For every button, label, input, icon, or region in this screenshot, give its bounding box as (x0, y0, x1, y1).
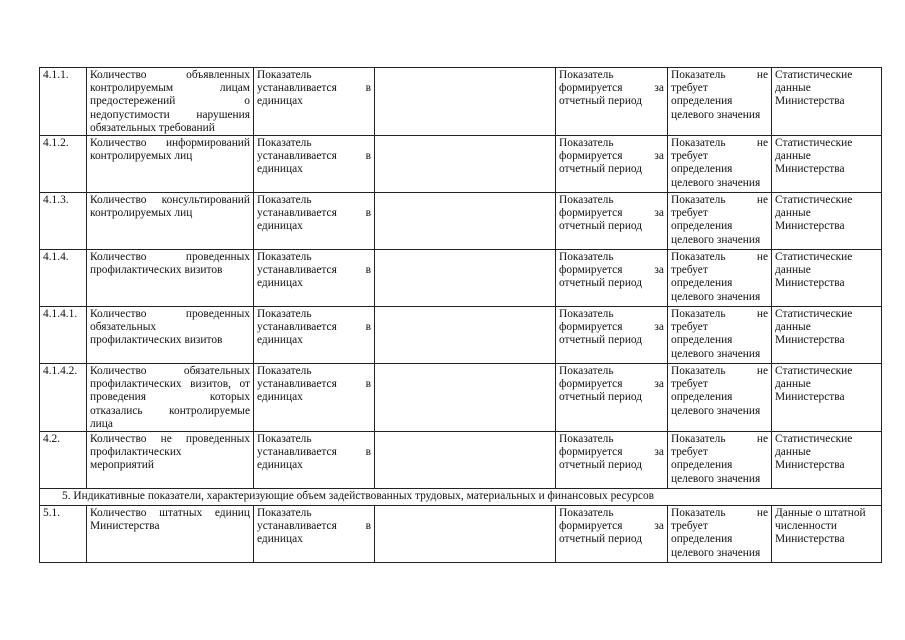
row-number: 5.1. (40, 506, 87, 563)
indicator-period-line: формируется за (559, 520, 664, 533)
indicator-target-line: определения (671, 277, 733, 290)
indicator-name-line: контролируемых лиц (90, 207, 193, 220)
indicator-target-line: целевого значения (671, 233, 761, 246)
indicator-setting-line: устанавливается в (257, 321, 371, 334)
indicator-name (87, 68, 254, 136)
indicator-name-line: Количество объявленных (90, 69, 250, 81)
indicator-name-line: обязательных (90, 321, 157, 334)
row-number: 4.1.4. (40, 250, 87, 307)
indicator-name (87, 193, 254, 250)
indicator-period (556, 506, 668, 563)
indicator-source-line: Министерства (775, 334, 845, 347)
indicator-period-line: отчетный период (559, 334, 643, 347)
indicator-target-line: целевого значения (671, 472, 761, 485)
indicator-name (87, 136, 254, 193)
indicator-setting-line: устанавливается в (257, 207, 371, 220)
indicator-extra (375, 432, 556, 489)
indicator-target-line: требует (671, 520, 708, 533)
indicator-extra (375, 193, 556, 250)
row-number: 4.1.4.1. (40, 307, 87, 364)
indicator-period-line: отчетный период (559, 95, 643, 108)
indicator-name-line: Количество штатных единиц (90, 507, 250, 520)
indicator-target-line: целевого значения (671, 290, 761, 303)
indicator-source-line: Статистические (775, 308, 853, 321)
indicator-source-line: данные (775, 264, 811, 277)
indicator-period-line: отчетный период (559, 277, 643, 290)
indicator-name-line: Количество консультирований (90, 194, 250, 207)
indicator-source-line: Министерства (775, 95, 845, 108)
indicator-setting (254, 193, 375, 250)
indicator-setting-line: устанавливается в (257, 264, 371, 277)
indicator-target (668, 136, 772, 193)
indicator-target-line: Показатель не (671, 137, 768, 150)
indicator-name-line: профилактических визитов (90, 264, 223, 277)
indicator-source-line: данные (775, 321, 811, 334)
indicator-name-line: Количество обязательных (90, 365, 250, 378)
indicator-target-line: Показатель не (671, 69, 768, 81)
indicator-target (668, 250, 772, 307)
indicator-target-line: Показатель не (671, 308, 768, 321)
indicator-name-line: проведения которых (90, 391, 250, 404)
indicator-setting-line: единицах (257, 391, 303, 404)
table-row (40, 364, 882, 432)
table-row (40, 193, 882, 250)
indicator-setting-line: единицах (257, 163, 303, 176)
indicator-source-line: Министерства (775, 163, 845, 176)
indicator-setting (254, 364, 375, 432)
section-title: 5. Индикативные показатели, характеризующие объем задействованных трудовых, материальных и финансовых ресурсов (40, 489, 882, 506)
indicator-name-line: обязательных требований (90, 121, 215, 134)
indicator-name-line: Количество проведенных (90, 308, 250, 321)
indicator-extra (375, 136, 556, 193)
indicator-target-line: определения (671, 459, 733, 472)
indicator-name-line: Количество проведенных (90, 251, 250, 264)
indicator-period (556, 364, 668, 432)
indicator-setting (254, 68, 375, 136)
indicator-setting-line: Показатель (257, 69, 312, 81)
indicator-source-line: Данные о штатной (775, 507, 866, 520)
document-table-container (39, 67, 882, 563)
indicator-setting-line: единицах (257, 334, 303, 347)
indicator-source (772, 193, 882, 250)
indicator-period (556, 136, 668, 193)
table-row (40, 307, 882, 364)
indicator-target-line: целевого значения (671, 108, 761, 121)
indicator-source-line: численности (775, 520, 837, 533)
indicator-name-line: Количество информирований (90, 137, 250, 150)
indicator-target-line: определения (671, 95, 733, 108)
indicator-target-line: Показатель не (671, 251, 768, 264)
indicator-name-line: контролируемым лицам (90, 82, 250, 95)
indicator-period (556, 432, 668, 489)
indicator-period (556, 193, 668, 250)
indicator-period-line: формируется за (559, 82, 664, 95)
indicator-period-line: отчетный период (559, 391, 643, 404)
indicator-target-line: Показатель не (671, 194, 768, 207)
indicator-target (668, 432, 772, 489)
indicator-target (668, 506, 772, 563)
indicator-setting-line: Показатель (257, 137, 312, 150)
indicator-period-line: формируется за (559, 207, 664, 220)
indicator-source (772, 506, 882, 563)
indicator-setting-line: устанавливается в (257, 378, 371, 391)
indicator-target-line: целевого значения (671, 176, 761, 189)
indicator-period-line: Показатель (559, 308, 614, 321)
indicator-target-line: требует (671, 378, 708, 391)
indicator-name-line: предостережений о (90, 95, 250, 108)
indicator-target-line: требует (671, 82, 708, 95)
indicator-target (668, 193, 772, 250)
indicator-target-line: целевого значения (671, 404, 761, 417)
indicator-setting-line: устанавливается в (257, 520, 371, 533)
indicator-period-line: отчетный период (559, 459, 643, 472)
indicator-source-line: данные (775, 378, 811, 391)
indicator-target-line: целевого значения (671, 546, 761, 559)
indicator-source-line: данные (775, 446, 811, 459)
indicator-target-line: Показатель не (671, 507, 768, 520)
indicator-source-line: данные (775, 82, 811, 95)
table-row (40, 432, 882, 489)
row-number: 4.2. (40, 432, 87, 489)
indicator-name-line: профилактических визитов (90, 334, 223, 347)
indicator-source (772, 432, 882, 489)
indicator-target-line: целевого значения (671, 347, 761, 360)
indicator-name (87, 250, 254, 307)
indicator-period-line: Показатель (559, 251, 614, 264)
indicator-target-line: определения (671, 391, 733, 404)
indicator-name (87, 506, 254, 563)
indicator-period-line: Показатель (559, 69, 614, 81)
indicator-period-line: формируется за (559, 264, 664, 277)
row-number: 4.1.3. (40, 193, 87, 250)
indicator-setting-line: единицах (257, 533, 303, 546)
table-row (40, 506, 882, 563)
indicator-target-line: определения (671, 163, 733, 176)
indicator-name-line: Министерства (90, 520, 160, 533)
indicator-target-line: требует (671, 150, 708, 163)
indicator-source-line: Статистические (775, 433, 853, 446)
indicator-source-line: Министерства (775, 533, 845, 546)
indicator-target-line: определения (671, 533, 733, 546)
indicator-source-line: данные (775, 150, 811, 163)
indicator-source (772, 364, 882, 432)
indicator-target (668, 307, 772, 364)
indicator-extra (375, 68, 556, 136)
indicator-target-line: Показатель не (671, 365, 768, 378)
indicator-period-line: формируется за (559, 321, 664, 334)
indicator-setting-line: единицах (257, 277, 303, 290)
indicator-setting-line: Показатель (257, 365, 312, 378)
indicator-setting-line: устанавливается в (257, 446, 371, 459)
indicator-extra (375, 307, 556, 364)
indicator-name-line: профилактических визитов, от (90, 378, 250, 391)
indicator-setting-line: единицах (257, 459, 303, 472)
indicator-period-line: Показатель (559, 194, 614, 207)
indicator-setting (254, 506, 375, 563)
indicator-setting-line: Показатель (257, 507, 312, 520)
indicator-name-line: Количество не проведенных (90, 433, 250, 446)
table-row (40, 136, 882, 193)
indicator-target-line: требует (671, 446, 708, 459)
indicator-source (772, 136, 882, 193)
row-number: 4.1.1. (40, 68, 87, 136)
indicator-target-line: определения (671, 220, 733, 233)
indicator-target-line: требует (671, 321, 708, 334)
indicator-target-line: требует (671, 207, 708, 220)
indicator-setting-line: устанавливается в (257, 150, 371, 163)
indicator-source-line: Министерства (775, 220, 845, 233)
indicator-setting (254, 250, 375, 307)
indicator-period-line: Показатель (559, 137, 614, 150)
indicator-name-line: недопустимости нарушения (90, 108, 250, 121)
indicator-period-line: отчетный период (559, 163, 643, 176)
indicator-setting-line: Показатель (257, 433, 312, 446)
indicator-source (772, 250, 882, 307)
row-number: 4.1.4.2. (40, 364, 87, 432)
indicator-source (772, 68, 882, 136)
indicator-source-line: Статистические (775, 365, 853, 378)
indicator-name-line: контролируемых лиц (90, 150, 193, 163)
indicator-period (556, 307, 668, 364)
indicator-period-line: формируется за (559, 378, 664, 391)
indicator-setting-line: устанавливается в (257, 82, 371, 95)
indicator-target-line: требует (671, 264, 708, 277)
indicator-setting (254, 432, 375, 489)
indicator-name-line: лица (90, 417, 113, 430)
indicator-setting (254, 136, 375, 193)
table-row (40, 68, 882, 136)
indicator-setting-line: единицах (257, 220, 303, 233)
indicator-period-line: Показатель (559, 365, 614, 378)
indicator-period-line: Показатель (559, 433, 614, 446)
indicator-extra (375, 506, 556, 563)
indicator-source (772, 307, 882, 364)
indicator-source-line: Статистические (775, 251, 853, 264)
indicator-target (668, 364, 772, 432)
indicator-period-line: формируется за (559, 446, 664, 459)
indicator-period-line: Показатель (559, 507, 614, 520)
row-number: 4.1.2. (40, 136, 87, 193)
indicator-period-line: отчетный период (559, 220, 643, 233)
indicator-target-line: Показатель не (671, 433, 768, 446)
indicator-period (556, 250, 668, 307)
indicator-source-line: данные (775, 207, 811, 220)
indicator-setting-line: единицах (257, 95, 303, 108)
indicator-name-line: отказались контролируемые (90, 404, 250, 417)
indicator-period-line: формируется за (559, 150, 664, 163)
indicator-name-line: мероприятий (90, 459, 154, 472)
indicator-target (668, 68, 772, 136)
indicator-source-line: Министерства (775, 391, 845, 404)
indicator-extra (375, 364, 556, 432)
indicators-table (39, 67, 882, 563)
indicator-setting (254, 307, 375, 364)
indicator-period-line: отчетный период (559, 533, 643, 546)
indicator-target-line: определения (671, 334, 733, 347)
indicator-source-line: Статистические (775, 137, 853, 150)
indicator-source-line: Министерства (775, 459, 845, 472)
indicator-setting-line: Показатель (257, 194, 312, 207)
indicator-setting-line: Показатель (257, 308, 312, 321)
indicator-period (556, 68, 668, 136)
indicator-setting-line: Показатель (257, 251, 312, 264)
indicator-name-line: профилактических (90, 446, 182, 459)
indicator-source-line: Министерства (775, 277, 845, 290)
indicator-extra (375, 250, 556, 307)
table-row (40, 250, 882, 307)
indicator-name (87, 432, 254, 489)
indicator-source-line: Статистические (775, 194, 853, 207)
indicator-name (87, 364, 254, 432)
indicator-source-line: Статистические (775, 69, 853, 81)
section-header-row (40, 489, 882, 506)
indicator-name (87, 307, 254, 364)
